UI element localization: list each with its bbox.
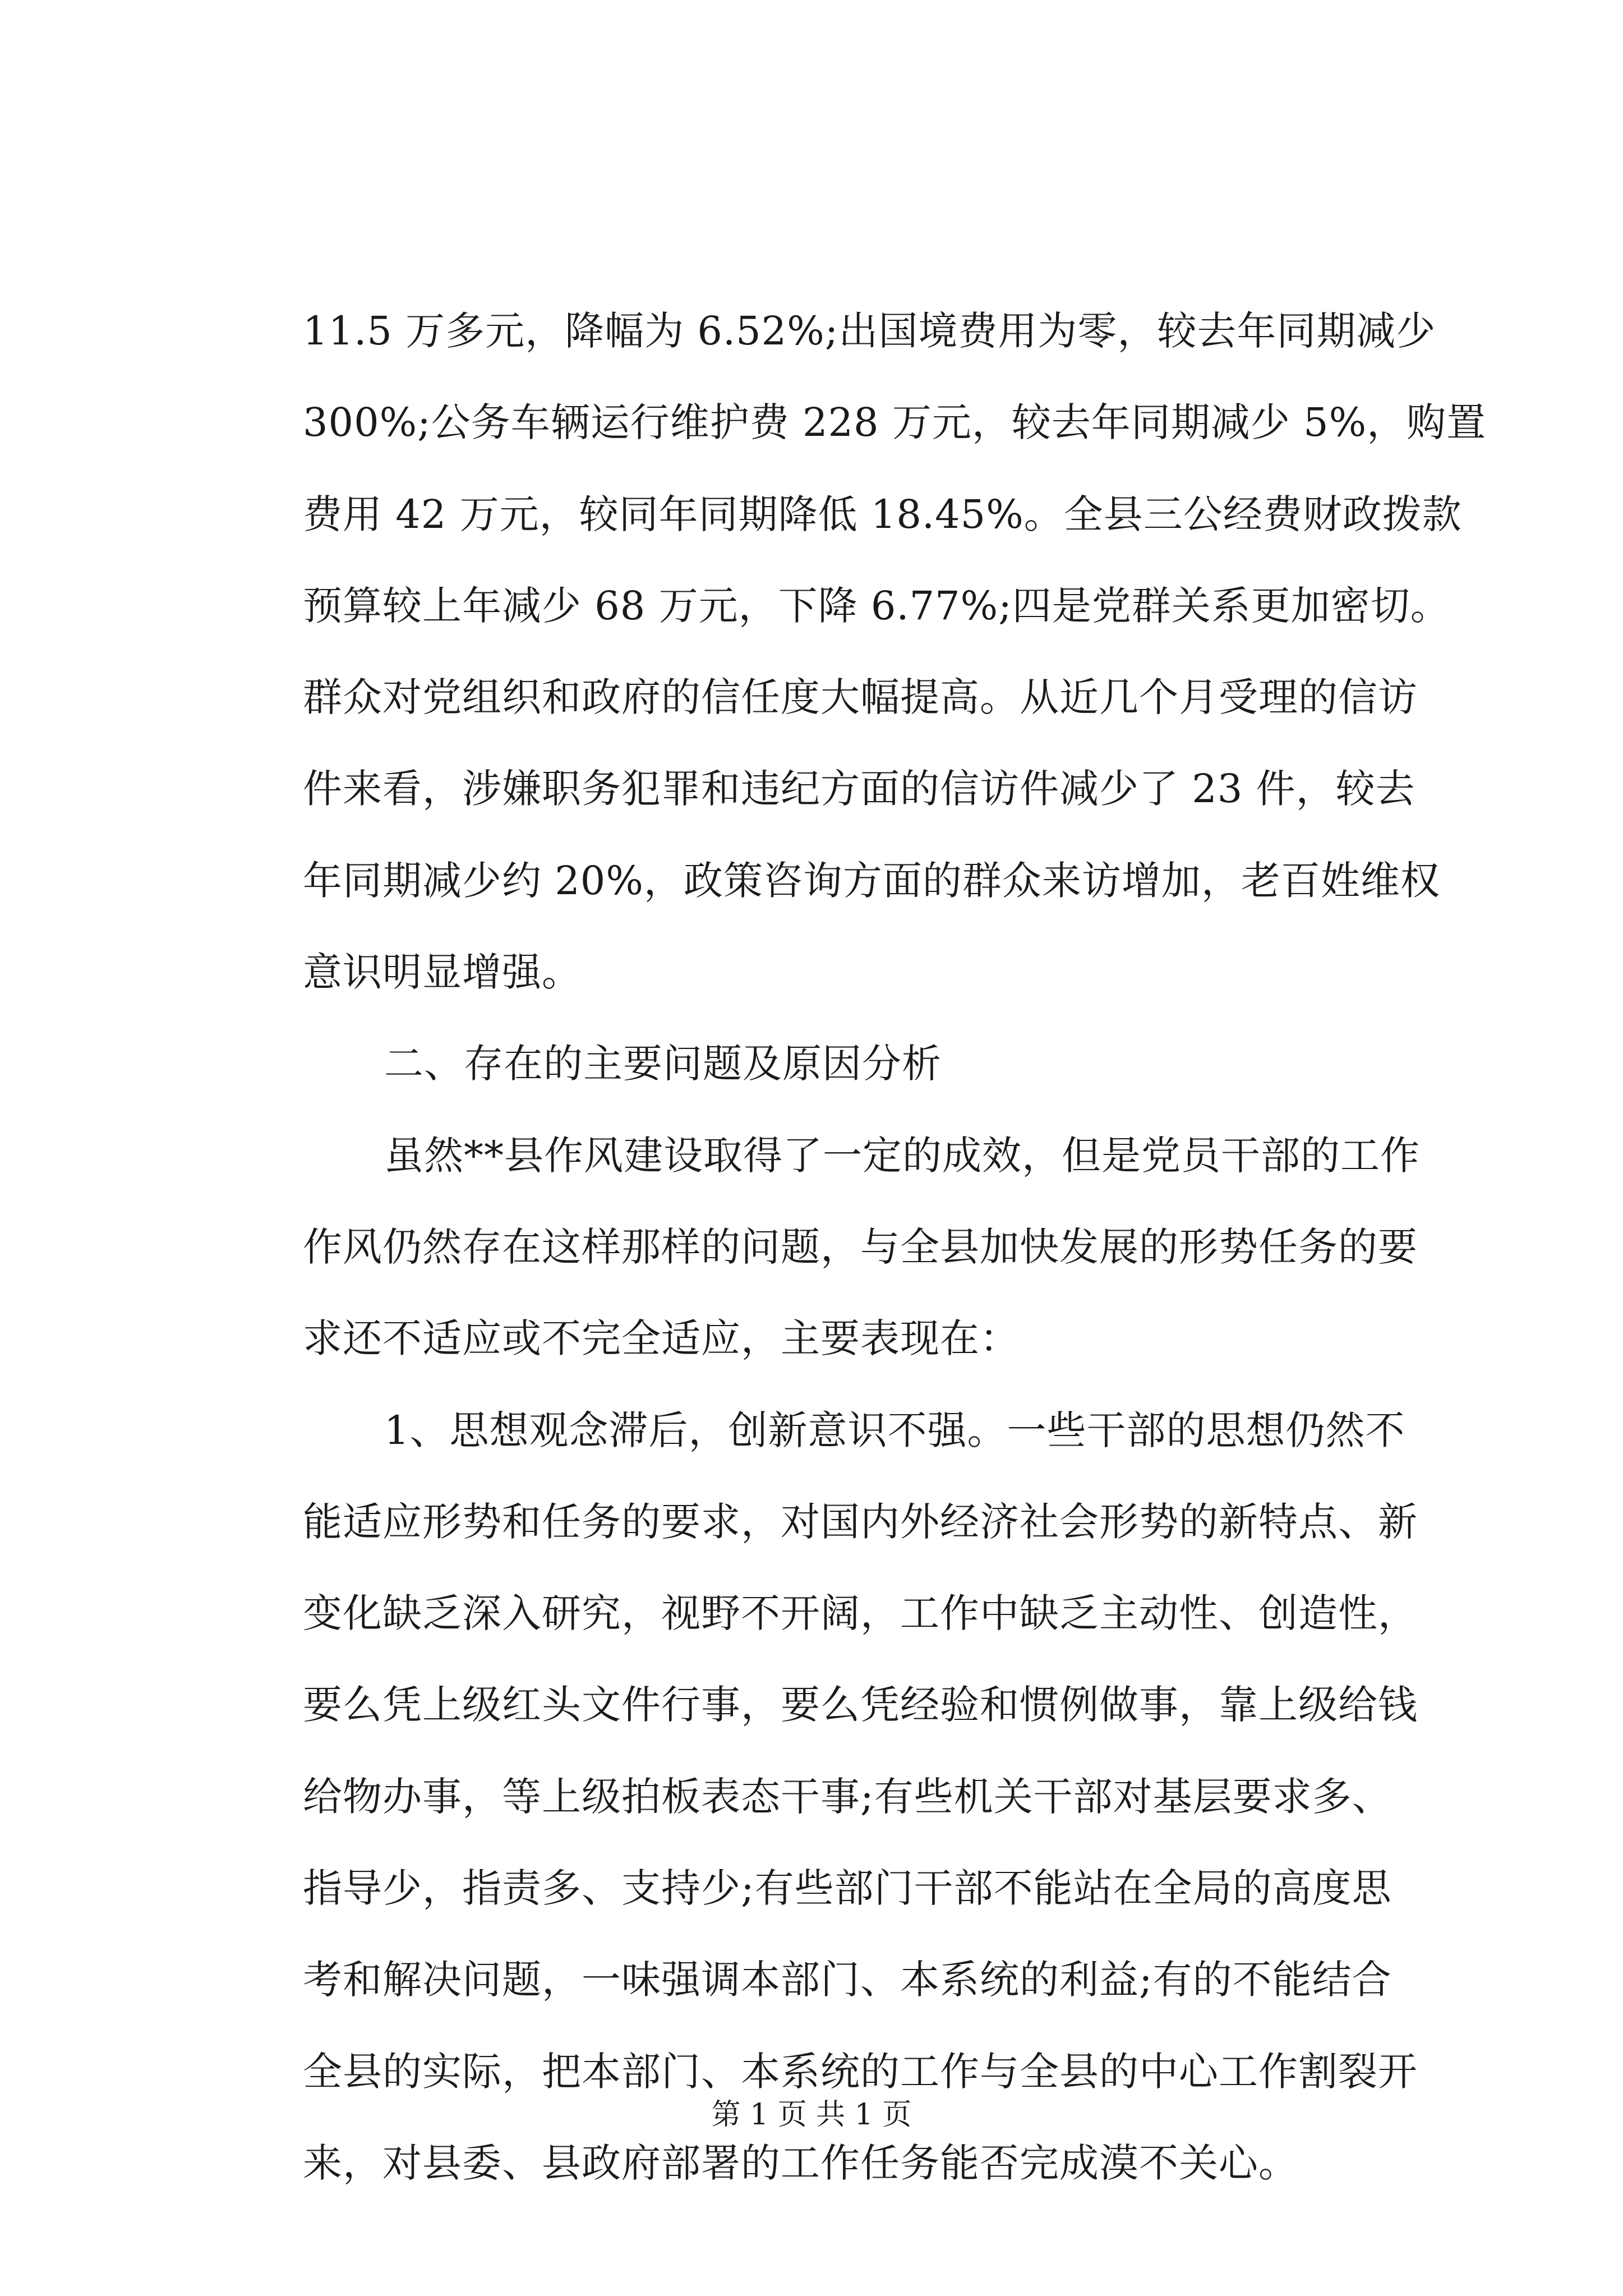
text-line: 年同期减少约 20%，政策咨询方面的群众来访增加，老百姓维权: [303, 857, 1440, 904]
text-line: 来，对县委、县政府部署的工作任务能否完成漠不关心。: [303, 2139, 1298, 2186]
document-body: [303, 292, 1487, 2215]
text-line: 费用 42 万元，较同年同期降低 18.45%。全县三公经费财政拨款: [303, 491, 1462, 537]
text-line: 预算较上年减少 68 万元，下降 6.77%;四是党群关系更加密切。: [303, 582, 1450, 629]
page-footer: 第 1 页 共 1 页: [711, 2098, 912, 2132]
text-line: 要么凭上级红头文件行事，要么凭经验和惯例做事，靠上级给钱: [303, 1682, 1418, 1728]
text-line: 300%;公务车辆运行维护费 228 万元，较去年同期减少 5%，购置: [303, 399, 1487, 446]
text-line: 考和解决问题，一味强调本部门、本系统的利益;有的不能结合: [303, 1957, 1392, 2003]
text-line: 作风仍然存在这样那样的问题，与全县加快发展的形势任务的要: [303, 1223, 1418, 1270]
text-line: 件来看，涉嫌职务犯罪和违纪方面的信访件减少了 23 件，较去: [303, 766, 1415, 812]
text-line: 11.5 万多元，降幅为 6.52%;出国境费用为零，较去年同期减少: [303, 308, 1436, 354]
section-heading: 二、存在的主要问题及原因分析: [384, 1041, 942, 1087]
text-line: 给物办事，等上级拍板表态干事;有些机关干部对基层要求多、: [303, 1773, 1392, 1820]
text-line: 意识明显增强。: [303, 949, 582, 996]
text-line: 群众对党组织和政府的信任度大幅提高。从近几个月受理的信访: [303, 674, 1418, 721]
text-line: 能适应形势和任务的要求，对国内外经济社会形势的新特点、新: [303, 1498, 1418, 1545]
text-line: 指导少，指责多、支持少;有些部门干部不能站在全局的高度思: [303, 1865, 1392, 1912]
text-line: 全县的实际，把本部门、本系统的工作与全县的中心工作割裂开: [303, 2048, 1418, 2095]
text-line: 求还不适应或不完全适应，主要表现在：: [303, 1315, 1020, 1362]
paragraph-start: 虽然**县作风建设取得了一定的成效，但是党员干部的工作: [384, 1132, 1420, 1179]
text-line: 变化缺乏深入研究，视野不开阔，工作中缺乏主动性、创造性，: [303, 1590, 1418, 1637]
paragraph-start: 1、思想观念滞后，创新意识不强。一些干部的思想仍然不: [384, 1407, 1405, 1453]
